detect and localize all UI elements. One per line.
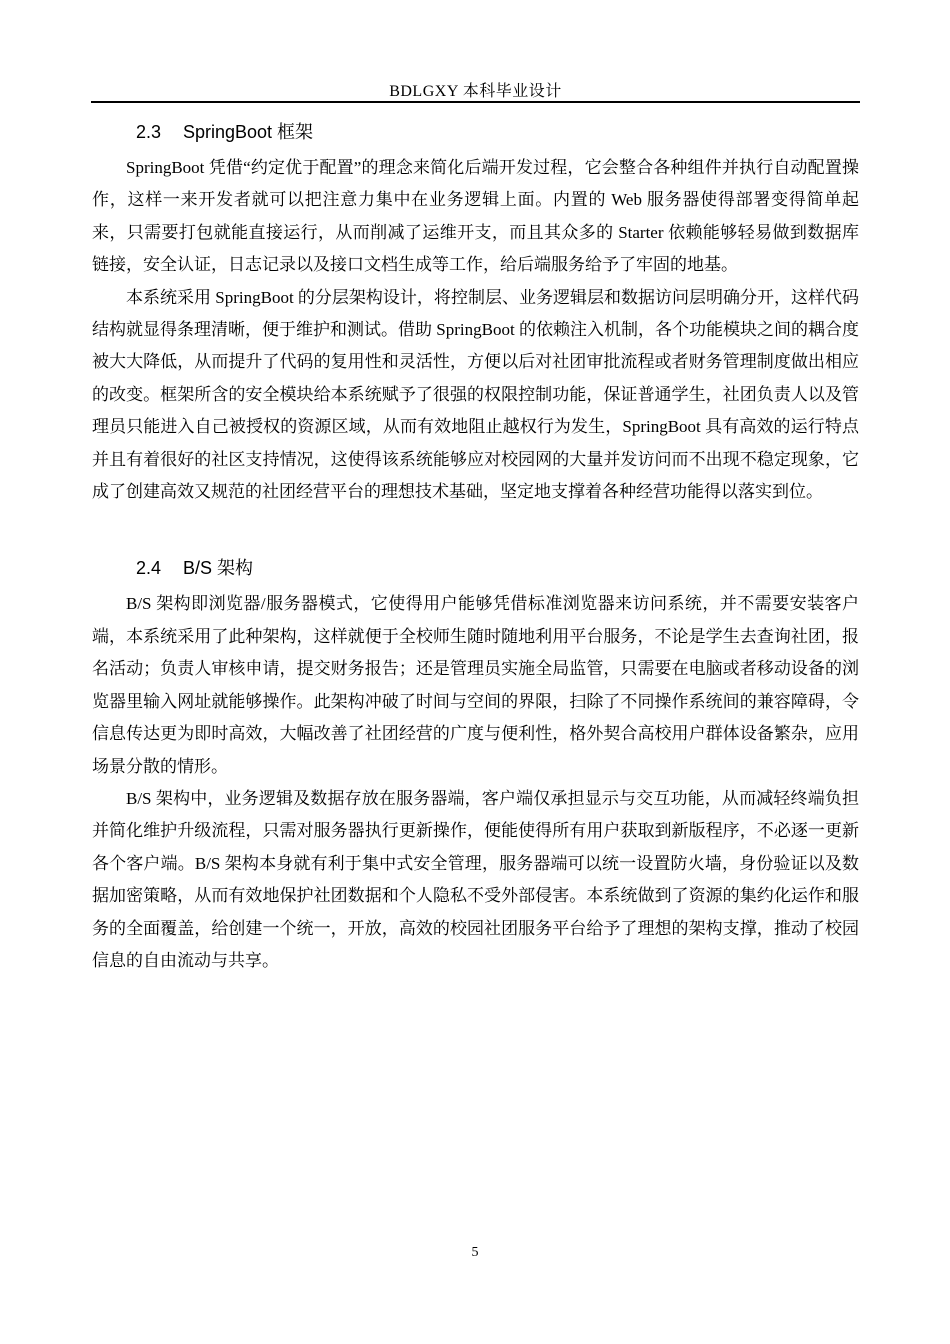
page-header: BDLGXY 本科毕业设计 [389, 83, 562, 100]
section-number: 2.4 [136, 558, 162, 579]
paragraph: SpringBoot 凭借“约定优于配置”的理念来简化后端开发过程，它会整合各种组件并执行自动配置操作，这样一来开发者就可以把注意力集中在业务逻辑上面。内置的 Web 服务器使得部署变得简单起来，只需要打包就能直接运行，从而削减了运维开支，而且其众多的 Starter 依赖能够轻易做到数据库链接，安全认证，日志记录以及接口文档生成等工作，给后端服务给予了牢固的地基。 [92, 158, 859, 275]
section-heading-2-3 [92, 112, 859, 152]
section-heading-2-4 [92, 548, 859, 588]
header-divider [91, 101, 860, 103]
section-number: 2.3 [136, 122, 162, 142]
page-number: 5 [471, 1245, 479, 1260]
paragraph: 本系统采用 SpringBoot 的分层架构设计，将控制层、业务逻辑层和数据访问层明确分开，这样代码结构就显得条理清晰，便于维护和测试。借助 SpringBoot 的依赖注入机制，各个功能模块之间的耦合度被大大降低，从而提升了代码的复用性和灵活性，方便以后对社团审批流程或者财务管理制度做出相应的改变。框架所含的安全模块给本系统赋予了很强的权限控制功能，保证普通学生，社团负责人以及管理员只能进入自己被授权的资源区域，从而有效地阻止越权行为发生，SpringBoot 具有高效的运行特点并且有着很好的社区支持情况，这使得该系统能够应对校园网的大量并发访问而不出现不稳定现象，它成了创建高效又规范的社团经营平台的理想技术基础，坚定地支撑着各种经营功能得以落实到位。 [92, 287, 859, 502]
page-content [92, 112, 859, 977]
section-title: B/S 架构 [183, 558, 254, 579]
section-title: SpringBoot 框架 [183, 122, 314, 142]
paragraph: B/S 架构即浏览器/服务器模式，它使得用户能够凭借标准浏览器来访问系统，并不需要安装客户端，本系统采用了此种架构，这样就便于全校师生随时随地利用平台服务，不论是学生去查询社团，报名活动；负责人审核申请，提交财务报告；还是管理员实施全局监管，只需要在电脑或者移动设备的浏览器里输入网址就能够操作。此架构冲破了时间与空间的界限，扫除了不同操作系统间的兼容障碍，令信息传达更为即时高效，大幅改善了社团经营的广度与便利性，格外契合高校用户群体设备繁杂，应用场景分散的情形。 [92, 594, 859, 776]
section-spacer [92, 508, 859, 548]
paragraph: B/S 架构中，业务逻辑及数据存放在服务器端，客户端仅承担显示与交互功能，从而减轻终端负担并简化维护升级流程，只需对服务器执行更新操作，便能使得所有用户获取到新版程序，不必逐一更新各个客户端。B/S 架构本身就有利于集中式安全管理，服务器端可以统一设置防火墙，身份验证以及数据加密策略，从而有效地保护社团数据和个人隐私不受外部侵害。本系统做到了资源的集约化运作和服务的全面覆盖，给创建一个统一，开放，高效的校园社团服务平台给予了理想的架构支撑，推动了校园信息的自由流动与共享。 [92, 788, 859, 970]
